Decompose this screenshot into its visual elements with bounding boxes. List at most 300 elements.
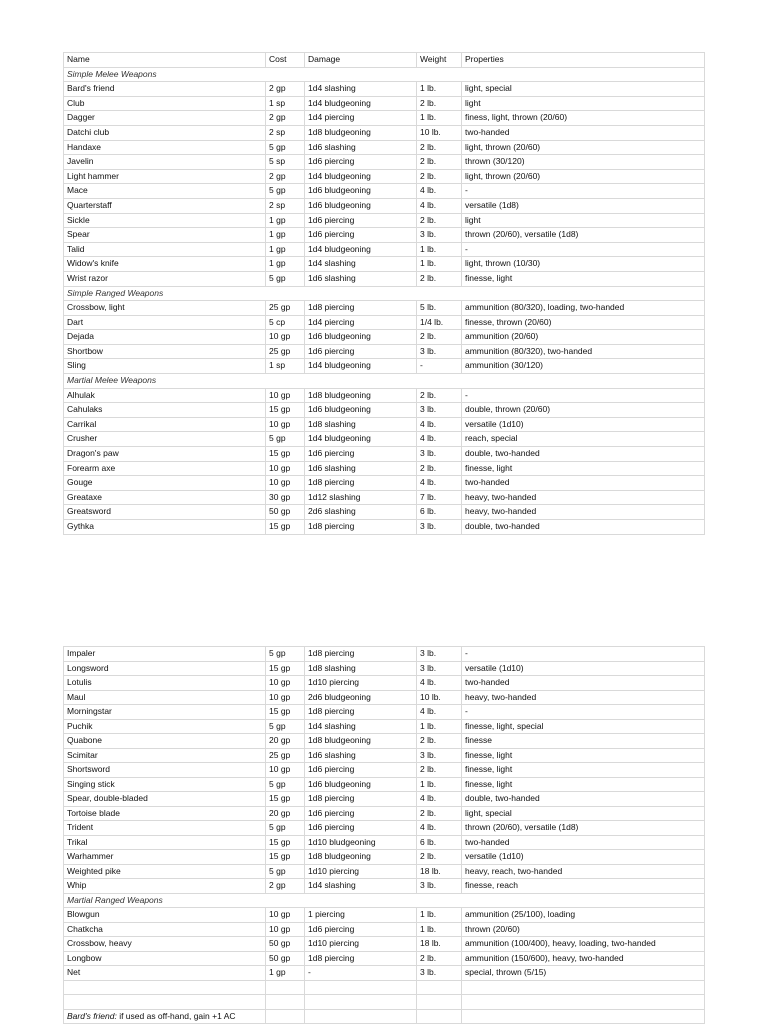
weapon-name: Quarterstaff xyxy=(64,198,266,213)
weapon-weight: 2 lb. xyxy=(417,388,462,403)
empty-cell xyxy=(305,1009,417,1024)
weapon-damage: 1d6 bludgeoning xyxy=(305,184,417,199)
weapon-weight: 1 lb. xyxy=(417,777,462,792)
weapon-cost: 5 gp xyxy=(266,140,305,155)
weapon-weight: 3 lb. xyxy=(417,748,462,763)
weapon-cost: 5 gp xyxy=(266,821,305,836)
weapon-weight: 2 lb. xyxy=(417,734,462,749)
weapon-damage: 1d6 piercing xyxy=(305,447,417,462)
weapon-name: Greatsword xyxy=(64,505,266,520)
empty-cell xyxy=(462,1009,705,1024)
empty-cell xyxy=(417,1009,462,1024)
weapon-weight: 3 lb. xyxy=(417,879,462,894)
weapon-properties: heavy, two-handed xyxy=(462,490,705,505)
weapon-row xyxy=(64,777,705,792)
category-row xyxy=(64,286,705,301)
weapon-row xyxy=(64,315,705,330)
empty-cell xyxy=(266,1009,305,1024)
weapon-cost: 10 gp xyxy=(266,330,305,345)
weapon-damage: 1d8 bludgeoning xyxy=(305,734,417,749)
category-row xyxy=(64,67,705,82)
header-properties: Properties xyxy=(462,53,705,68)
weapon-properties: thrown (20/60), versatile (1d8) xyxy=(462,228,705,243)
weapon-weight: - xyxy=(417,359,462,374)
weapon-damage: 1d6 slashing xyxy=(305,140,417,155)
weapon-damage: 1d12 slashing xyxy=(305,490,417,505)
weapon-cost: 5 gp xyxy=(266,432,305,447)
weapon-damage: 1d6 piercing xyxy=(305,821,417,836)
weapon-cost: 2 gp xyxy=(266,111,305,126)
footnote-cell xyxy=(64,1009,266,1024)
weapon-cost: 15 gp xyxy=(266,447,305,462)
weapon-cost: 15 gp xyxy=(266,850,305,865)
weapon-weight: 2 lb. xyxy=(417,169,462,184)
weapon-row xyxy=(64,169,705,184)
weapon-properties: two-handed xyxy=(462,125,705,140)
weapon-properties: ammunition (20/60) xyxy=(462,330,705,345)
weapon-row xyxy=(64,96,705,111)
weapon-damage: 1d10 piercing xyxy=(305,676,417,691)
weapon-name: Net xyxy=(64,966,266,981)
weapon-damage: 1d8 piercing xyxy=(305,476,417,491)
weapon-weight: 3 lb. xyxy=(417,228,462,243)
weapon-row xyxy=(64,301,705,316)
weapon-name: Bard's friend xyxy=(64,82,266,97)
weapon-damage: 1d6 piercing xyxy=(305,763,417,778)
weapons-table-bottom xyxy=(63,646,705,1024)
weapon-name: Singing stick xyxy=(64,777,266,792)
weapon-weight: 10 lb. xyxy=(417,125,462,140)
weapon-name: Light hammer xyxy=(64,169,266,184)
weapon-cost: 10 gp xyxy=(266,908,305,923)
weapon-name: Gythka xyxy=(64,520,266,535)
weapon-row xyxy=(64,951,705,966)
table-header-row xyxy=(64,53,705,68)
weapon-cost: 2 sp xyxy=(266,125,305,140)
weapon-cost: 25 gp xyxy=(266,344,305,359)
weapon-cost: 5 gp xyxy=(266,864,305,879)
weapon-cost: 30 gp xyxy=(266,490,305,505)
weapon-row xyxy=(64,748,705,763)
weapon-damage: 1d4 slashing xyxy=(305,82,417,97)
weapon-name: Greataxe xyxy=(64,490,266,505)
weapon-properties: light, thrown (20/60) xyxy=(462,169,705,184)
weapon-row xyxy=(64,763,705,778)
weapon-damage: 1d8 piercing xyxy=(305,705,417,720)
weapon-weight: 2 lb. xyxy=(417,271,462,286)
weapon-damage: 1d4 bludgeoning xyxy=(305,242,417,257)
weapon-cost: 5 gp xyxy=(266,271,305,286)
weapon-cost: 2 gp xyxy=(266,879,305,894)
weapon-name: Scimitar xyxy=(64,748,266,763)
weapon-cost: 5 gp xyxy=(266,777,305,792)
empty-cell xyxy=(305,980,417,995)
weapon-damage: 1d4 bludgeoning xyxy=(305,169,417,184)
weapon-weight: 6 lb. xyxy=(417,505,462,520)
weapon-cost: 5 cp xyxy=(266,315,305,330)
weapon-row xyxy=(64,850,705,865)
weapon-properties: ammunition (80/320), two-handed xyxy=(462,344,705,359)
weapon-weight: 4 lb. xyxy=(417,792,462,807)
weapon-damage: 1d6 bludgeoning xyxy=(305,198,417,213)
weapon-weight: 3 lb. xyxy=(417,447,462,462)
weapon-properties: - xyxy=(462,184,705,199)
weapon-properties: finesse, light xyxy=(462,461,705,476)
weapon-cost: 20 gp xyxy=(266,806,305,821)
weapon-name: Blowgun xyxy=(64,908,266,923)
weapon-properties: finesse, light, special xyxy=(462,719,705,734)
weapon-weight: 3 lb. xyxy=(417,966,462,981)
weapon-properties: ammunition (25/100), loading xyxy=(462,908,705,923)
weapon-row xyxy=(64,242,705,257)
weapon-row xyxy=(64,198,705,213)
weapon-name: Club xyxy=(64,96,266,111)
empty-cell xyxy=(64,980,266,995)
weapon-weight: 3 lb. xyxy=(417,520,462,535)
weapon-weight: 3 lb. xyxy=(417,344,462,359)
weapon-damage: 1d6 piercing xyxy=(305,155,417,170)
weapon-properties: finesse xyxy=(462,734,705,749)
weapon-row xyxy=(64,257,705,272)
weapon-properties: heavy, reach, two-handed xyxy=(462,864,705,879)
weapon-name: Tortoise blade xyxy=(64,806,266,821)
weapon-cost: 2 gp xyxy=(266,82,305,97)
weapon-cost: 1 gp xyxy=(266,966,305,981)
weapon-row xyxy=(64,676,705,691)
weapon-properties: versatile (1d10) xyxy=(462,850,705,865)
weapon-damage: - xyxy=(305,966,417,981)
category-label: Simple Melee Weapons xyxy=(64,67,705,82)
weapon-row xyxy=(64,228,705,243)
weapon-row xyxy=(64,661,705,676)
weapon-cost: 15 gp xyxy=(266,403,305,418)
weapon-cost: 10 gp xyxy=(266,388,305,403)
weapon-weight: 3 lb. xyxy=(417,647,462,662)
weapon-cost: 15 gp xyxy=(266,705,305,720)
weapon-weight: 1 lb. xyxy=(417,922,462,937)
weapon-properties: special, thrown (5/15) xyxy=(462,966,705,981)
weapon-properties: light, special xyxy=(462,806,705,821)
weapon-name: Forearm axe xyxy=(64,461,266,476)
weapon-cost: 10 gp xyxy=(266,417,305,432)
weapon-damage: 1d10 bludgeoning xyxy=(305,835,417,850)
weapon-weight: 3 lb. xyxy=(417,403,462,418)
weapon-row xyxy=(64,476,705,491)
weapon-cost: 25 gp xyxy=(266,748,305,763)
weapon-row xyxy=(64,864,705,879)
weapon-weight: 4 lb. xyxy=(417,198,462,213)
weapon-properties: finesse, reach xyxy=(462,879,705,894)
weapon-weight: 4 lb. xyxy=(417,417,462,432)
weapon-damage: 1d8 bludgeoning xyxy=(305,850,417,865)
weapon-name: Crossbow, heavy xyxy=(64,937,266,952)
weapon-name: Dejada xyxy=(64,330,266,345)
weapon-damage: 2d6 slashing xyxy=(305,505,417,520)
weapon-weight: 4 lb. xyxy=(417,676,462,691)
weapon-row xyxy=(64,806,705,821)
weapon-weight: 1 lb. xyxy=(417,82,462,97)
weapon-properties: light xyxy=(462,96,705,111)
weapon-name: Javelin xyxy=(64,155,266,170)
weapon-damage: 2d6 bludgeoning xyxy=(305,690,417,705)
category-row xyxy=(64,374,705,389)
weapon-damage: 1d6 bludgeoning xyxy=(305,403,417,418)
weapon-name: Impaler xyxy=(64,647,266,662)
weapon-weight: 5 lb. xyxy=(417,301,462,316)
weapon-weight: 2 lb. xyxy=(417,213,462,228)
weapon-name: Chatkcha xyxy=(64,922,266,937)
weapon-weight: 10 lb. xyxy=(417,690,462,705)
weapon-cost: 5 gp xyxy=(266,719,305,734)
header-cost: Cost xyxy=(266,53,305,68)
weapon-cost: 50 gp xyxy=(266,937,305,952)
weapon-weight: 2 lb. xyxy=(417,806,462,821)
weapon-row xyxy=(64,490,705,505)
weapon-name: Lotulis xyxy=(64,676,266,691)
weapon-damage: 1d6 piercing xyxy=(305,228,417,243)
weapon-name: Sickle xyxy=(64,213,266,228)
weapon-damage: 1d8 piercing xyxy=(305,951,417,966)
weapon-weight: 1 lb. xyxy=(417,242,462,257)
weapon-row xyxy=(64,734,705,749)
weapon-weight: 1 lb. xyxy=(417,719,462,734)
weapon-cost: 10 gp xyxy=(266,763,305,778)
footnote-row xyxy=(64,1009,705,1024)
weapon-properties: ammunition (30/120) xyxy=(462,359,705,374)
weapon-cost: 50 gp xyxy=(266,951,305,966)
weapon-row xyxy=(64,388,705,403)
weapon-damage: 1d4 slashing xyxy=(305,879,417,894)
weapon-name: Dragon's paw xyxy=(64,447,266,462)
weapon-name: Puchik xyxy=(64,719,266,734)
weapon-damage: 1d8 bludgeoning xyxy=(305,125,417,140)
weapon-properties: light, special xyxy=(462,82,705,97)
weapon-weight: 2 lb. xyxy=(417,96,462,111)
weapon-damage: 1d8 slashing xyxy=(305,417,417,432)
weapon-name: Dart xyxy=(64,315,266,330)
weapon-properties: heavy, two-handed xyxy=(462,690,705,705)
weapon-damage: 1d8 piercing xyxy=(305,792,417,807)
weapon-row xyxy=(64,461,705,476)
weapon-row xyxy=(64,271,705,286)
weapon-damage: 1d4 piercing xyxy=(305,315,417,330)
header-damage: Damage xyxy=(305,53,417,68)
weapon-properties: finess, light, thrown (20/60) xyxy=(462,111,705,126)
weapon-name: Datchi club xyxy=(64,125,266,140)
weapon-weight: 4 lb. xyxy=(417,821,462,836)
weapon-properties: - xyxy=(462,647,705,662)
weapon-name: Talid xyxy=(64,242,266,257)
weapon-row xyxy=(64,835,705,850)
weapon-row xyxy=(64,690,705,705)
weapon-cost: 20 gp xyxy=(266,734,305,749)
weapon-cost: 5 gp xyxy=(266,647,305,662)
weapon-name: Maul xyxy=(64,690,266,705)
weapon-row xyxy=(64,403,705,418)
weapon-name: Trikal xyxy=(64,835,266,850)
weapon-properties: double, two-handed xyxy=(462,447,705,462)
empty-cell xyxy=(417,995,462,1010)
weapon-properties: light xyxy=(462,213,705,228)
weapon-damage: 1d6 piercing xyxy=(305,213,417,228)
weapon-properties: finesse, light xyxy=(462,777,705,792)
weapon-properties: two-handed xyxy=(462,476,705,491)
weapon-properties: - xyxy=(462,705,705,720)
weapon-row xyxy=(64,505,705,520)
weapon-damage: 1d6 piercing xyxy=(305,806,417,821)
weapon-cost: 1 gp xyxy=(266,242,305,257)
weapon-damage: 1d8 slashing xyxy=(305,661,417,676)
weapon-damage: 1d4 bludgeoning xyxy=(305,432,417,447)
weapon-row xyxy=(64,155,705,170)
weapon-damage: 1 piercing xyxy=(305,908,417,923)
empty-cell xyxy=(462,980,705,995)
weapon-cost: 15 gp xyxy=(266,520,305,535)
weapon-weight: 2 lb. xyxy=(417,951,462,966)
weapon-damage: 1d4 bludgeoning xyxy=(305,96,417,111)
empty-cell xyxy=(64,995,266,1010)
weapon-name: Wrist razor xyxy=(64,271,266,286)
weapon-properties: heavy, two-handed xyxy=(462,505,705,520)
weapon-weight: 2 lb. xyxy=(417,763,462,778)
weapon-name: Spear xyxy=(64,228,266,243)
weapon-damage: 1d4 bludgeoning xyxy=(305,359,417,374)
category-row xyxy=(64,893,705,908)
weapon-damage: 1d6 slashing xyxy=(305,461,417,476)
category-label: Simple Ranged Weapons xyxy=(64,286,705,301)
weapon-cost: 1 gp xyxy=(266,257,305,272)
weapon-cost: 10 gp xyxy=(266,676,305,691)
weapon-name: Cahulaks xyxy=(64,403,266,418)
weapon-damage: 1d6 piercing xyxy=(305,922,417,937)
weapon-name: Morningstar xyxy=(64,705,266,720)
weapon-name: Trident xyxy=(64,821,266,836)
weapon-cost: 1 gp xyxy=(266,228,305,243)
weapon-cost: 5 gp xyxy=(266,184,305,199)
weapon-row xyxy=(64,140,705,155)
weapon-name: Dagger xyxy=(64,111,266,126)
weapon-damage: 1d10 piercing xyxy=(305,864,417,879)
weapon-cost: 2 gp xyxy=(266,169,305,184)
weapon-name: Quabone xyxy=(64,734,266,749)
category-label: Martial Ranged Weapons xyxy=(64,893,705,908)
weapon-weight: 4 lb. xyxy=(417,184,462,199)
weapon-row xyxy=(64,447,705,462)
footnote-text: if used as off-hand, gain +1 AC xyxy=(116,1010,236,1021)
weapon-weight: 1/4 lb. xyxy=(417,315,462,330)
weapon-damage: 1d4 piercing xyxy=(305,111,417,126)
empty-cell xyxy=(462,995,705,1010)
weapon-name: Crusher xyxy=(64,432,266,447)
weapon-name: Shortsword xyxy=(64,763,266,778)
weapon-weight: 18 lb. xyxy=(417,864,462,879)
header-weight: Weight xyxy=(417,53,462,68)
weapon-properties: double, two-handed xyxy=(462,792,705,807)
weapon-properties: finesse, light xyxy=(462,763,705,778)
weapon-cost: 10 gp xyxy=(266,922,305,937)
weapon-cost: 2 sp xyxy=(266,198,305,213)
weapon-weight: 1 lb. xyxy=(417,908,462,923)
weapon-damage: 1d6 slashing xyxy=(305,748,417,763)
weapon-properties: finesse, thrown (20/60) xyxy=(462,315,705,330)
weapon-weight: 2 lb. xyxy=(417,461,462,476)
weapon-properties: reach, special xyxy=(462,432,705,447)
weapon-properties: - xyxy=(462,242,705,257)
weapon-cost: 25 gp xyxy=(266,301,305,316)
weapon-cost: 5 sp xyxy=(266,155,305,170)
weapon-row xyxy=(64,908,705,923)
weapon-damage: 1d8 piercing xyxy=(305,301,417,316)
weapon-name: Spear, double-bladed xyxy=(64,792,266,807)
weapon-weight: 4 lb. xyxy=(417,705,462,720)
weapon-weight: 2 lb. xyxy=(417,155,462,170)
category-label: Martial Melee Weapons xyxy=(64,374,705,389)
footnote-term: Bard's friend: xyxy=(67,1010,117,1021)
weapon-properties: thrown (20/60), versatile (1d8) xyxy=(462,821,705,836)
weapon-name: Mace xyxy=(64,184,266,199)
weapon-cost: 1 sp xyxy=(266,96,305,111)
weapon-name: Crossbow, light xyxy=(64,301,266,316)
weapon-weight: 3 lb. xyxy=(417,661,462,676)
weapon-properties: ammunition (80/320), loading, two-handed xyxy=(462,301,705,316)
weapon-name: Carrikal xyxy=(64,417,266,432)
empty-cell xyxy=(305,995,417,1010)
weapon-cost: 15 gp xyxy=(266,792,305,807)
weapon-damage: 1d6 bludgeoning xyxy=(305,777,417,792)
empty-cell xyxy=(266,980,305,995)
weapon-row xyxy=(64,821,705,836)
weapon-damage: 1d8 bludgeoning xyxy=(305,388,417,403)
weapon-cost: 1 sp xyxy=(266,359,305,374)
weapon-cost: 10 gp xyxy=(266,476,305,491)
weapon-properties: ammunition (100/400), heavy, loading, two-handed xyxy=(462,937,705,952)
empty-cell xyxy=(266,995,305,1010)
empty-row xyxy=(64,995,705,1010)
weapon-row xyxy=(64,213,705,228)
weapon-cost: 1 gp xyxy=(266,213,305,228)
weapon-properties: double, thrown (20/60) xyxy=(462,403,705,418)
weapon-properties: double, two-handed xyxy=(462,520,705,535)
weapon-row xyxy=(64,719,705,734)
weapon-cost: 10 gp xyxy=(266,461,305,476)
weapon-name: Longsword xyxy=(64,661,266,676)
weapon-weight: 4 lb. xyxy=(417,476,462,491)
weapon-row xyxy=(64,922,705,937)
weapon-damage: 1d6 piercing xyxy=(305,344,417,359)
weapon-name: Warhammer xyxy=(64,850,266,865)
weapon-cost: 10 gp xyxy=(266,690,305,705)
weapon-weight: 4 lb. xyxy=(417,432,462,447)
weapon-properties: thrown (20/60) xyxy=(462,922,705,937)
weapon-row xyxy=(64,111,705,126)
weapon-properties: versatile (1d10) xyxy=(462,417,705,432)
weapon-row xyxy=(64,792,705,807)
weapon-properties: finesse, light xyxy=(462,748,705,763)
weapon-row xyxy=(64,125,705,140)
weapon-row xyxy=(64,344,705,359)
weapon-name: Weighted pike xyxy=(64,864,266,879)
weapon-row xyxy=(64,82,705,97)
weapon-name: Alhulak xyxy=(64,388,266,403)
weapon-row xyxy=(64,359,705,374)
weapon-row xyxy=(64,432,705,447)
weapon-name: Sling xyxy=(64,359,266,374)
weapon-properties: finesse, light xyxy=(462,271,705,286)
weapon-name: Gouge xyxy=(64,476,266,491)
empty-cell xyxy=(417,980,462,995)
weapon-row xyxy=(64,184,705,199)
weapon-properties: versatile (1d10) xyxy=(462,661,705,676)
